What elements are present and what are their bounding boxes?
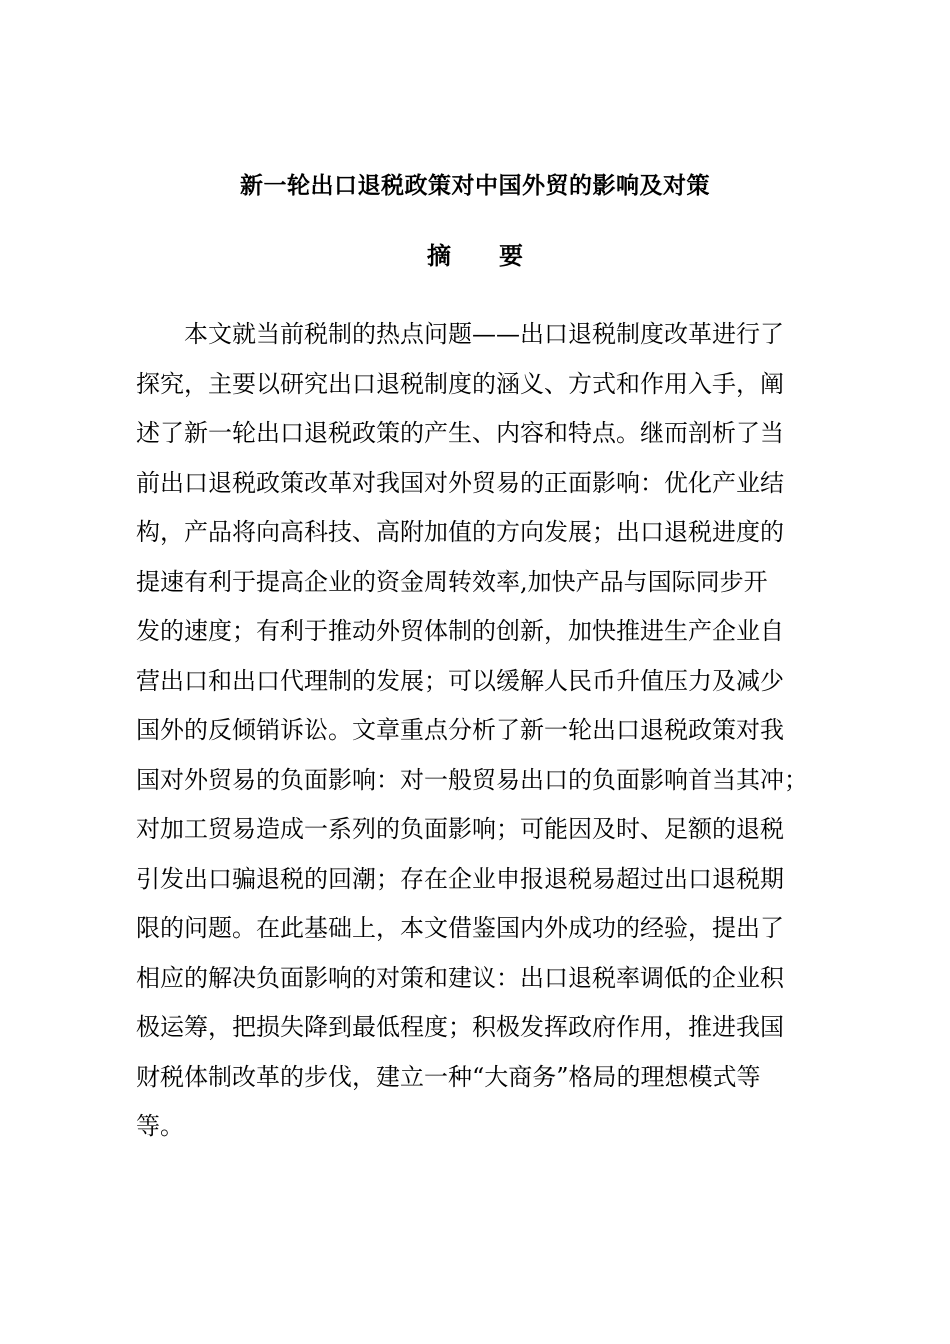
abstract-line: 国对外贸易的负面影响：对一般贸易出口的负面影响首当其冲； <box>136 765 808 794</box>
abstract-line: 发的速度；有利于推动外贸体制的创新，加快推进生产企业自 <box>136 617 784 645</box>
abstract-heading-char-2: 要 <box>499 241 523 270</box>
abstract-line: 构，产品将向高科技、高附加值的方向发展；出口退税进度的 <box>136 518 784 546</box>
abstract-line: 营出口和出口代理制的发展；可以缓解人民币升值压力及减少 <box>136 666 784 695</box>
abstract-heading <box>0 236 950 276</box>
abstract-line: 相应的解决负面影响的对策和建议：出口退税率调低的企业积 <box>136 963 784 992</box>
abstract-line: 极运筹，把损失降到最低程度；积极发挥政府作用，推进我国 <box>136 1013 784 1041</box>
abstract-line: 对加工贸易造成一系列的负面影响；可能因及时、足额的退税 <box>136 815 784 843</box>
abstract-line: 提速有利于提高企业的资金周转效率,加快产品与国际同步开 <box>136 567 768 596</box>
abstract-line: 限的问题。在此基础上，本文借鉴国内外成功的经验，提出了 <box>136 914 784 942</box>
abstract-line: 国外的反倾销诉讼。文章重点分析了新一轮出口退税政策对我 <box>136 716 784 744</box>
abstract-line: 述了新一轮出口退税政策的产生、内容和特点。继而剖析了当 <box>136 419 784 447</box>
document-title: 新一轮出口退税政策对中国外贸的影响及对策 <box>240 172 710 199</box>
abstract-line: 财税体制改革的步伐，建立一种“大商务”格局的理想模式等 <box>136 1062 761 1091</box>
abstract-heading-char-1: 摘 <box>427 241 451 270</box>
abstract-line: 探究，主要以研究出口退税制度的涵义、方式和作用入手，阐 <box>136 369 784 398</box>
abstract-line: 等。 <box>136 1112 184 1140</box>
abstract-line: 前出口退税政策改革对我国对外贸易的正面影响：优化产业结 <box>136 468 784 497</box>
abstract-line: 本文就当前税制的热点问题——出口退税制度改革进行了 <box>184 320 784 348</box>
abstract-line: 引发出口骗退税的回潮；存在企业申报退税易超过出口退税期 <box>136 864 784 893</box>
